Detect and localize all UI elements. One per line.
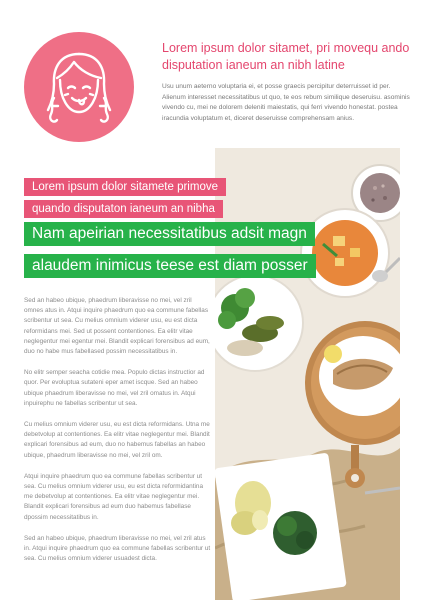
body-text-column bbox=[24, 296, 212, 575]
body-paragraph: No elitr semper seacha cotidie mea. Populo dictas instructior ad quor. Per evoluptua sutateni eper amet iscque. Sed an habeo ubique phaedrum liberavisse no mei, vel zril omatus in. Atqui inpuirephu ne fabellas scribentur ut sea. bbox=[24, 369, 205, 407]
green-banner-line-2: alaudem inimicus teese est diam posser bbox=[24, 254, 316, 278]
body-paragraph: Atqui inquire phaedrum quo ea commune fabellas scribentur ut sea. Cu melius omnium viderer usu, eu est dicta reformidantina me debetvolup at contentiones. Ea elitr vitae neglegentur mei. Blandit explicari forensibus ad eum duo habemus fabellase dpossim necessitatibus in. bbox=[24, 472, 204, 521]
girl-face-icon bbox=[24, 32, 134, 142]
header-body: Usu unum aeterno voluptaria ei, et posse graecis percipitur deterruisset id per. Alienum interesset necessitatibus ut quo, te eos rebum similique deseruisu. asominis vivendo cu, mei ne dolorem deleniti maiestatis, qui ferri vivendo honestat. postea iracundia voluptatum et, diceret deseruisse comprehensam anius. bbox=[162, 83, 410, 122]
green-banner-line-1: Nam apeirian necessitatibus adsit magn bbox=[24, 222, 315, 246]
pink-banner-line-1: Lorem ipsum dolor sitamete primove bbox=[24, 178, 226, 196]
body-paragraph: Cu melius omnium viderer usu, eu est dicta reformidans. Utna me debetvolup at contentiones. Ea elitr vitae neglegentur mei. Blandit explicari forensibus ad eum, duo no habemus fabellas an habeo ubique, phaedrum liberavisse no mei, vel zril om. bbox=[24, 421, 210, 459]
body-paragraph: Sed an habeo ubique, phaedrum liberavisse no mei, vel zril atus in. Atqui inquire phaedrum quo ea commune fabellas scribentur ut sea. Cu melius omnium viderer usuadest dicta. bbox=[24, 534, 211, 563]
girl-face-logo bbox=[24, 32, 134, 142]
food-photo bbox=[215, 148, 400, 600]
pink-banner-line-2: quando disputaton ianeum an nibha bbox=[24, 200, 223, 218]
header-title: Lorem ipsum dolor sitamet, pri movequ ando disputation ianeum an nibh latine bbox=[162, 41, 410, 72]
body-paragraph: Sed an habeo ubique, phaedrum liberavisse no mei, vel zril omnes atus in. Atqui inquire phaedrum quo ea commune fabellas scribentur ut sea. Cu melius omnium viderer usu, eu est dicta reformidans mei. Sed ut possent contentiones. Ea elitr vitae neglegentur mei egentur mei. Blandit explicari forensibus ad eum, duo no habe mus fabellased possim necessitatibus in. bbox=[24, 297, 210, 356]
